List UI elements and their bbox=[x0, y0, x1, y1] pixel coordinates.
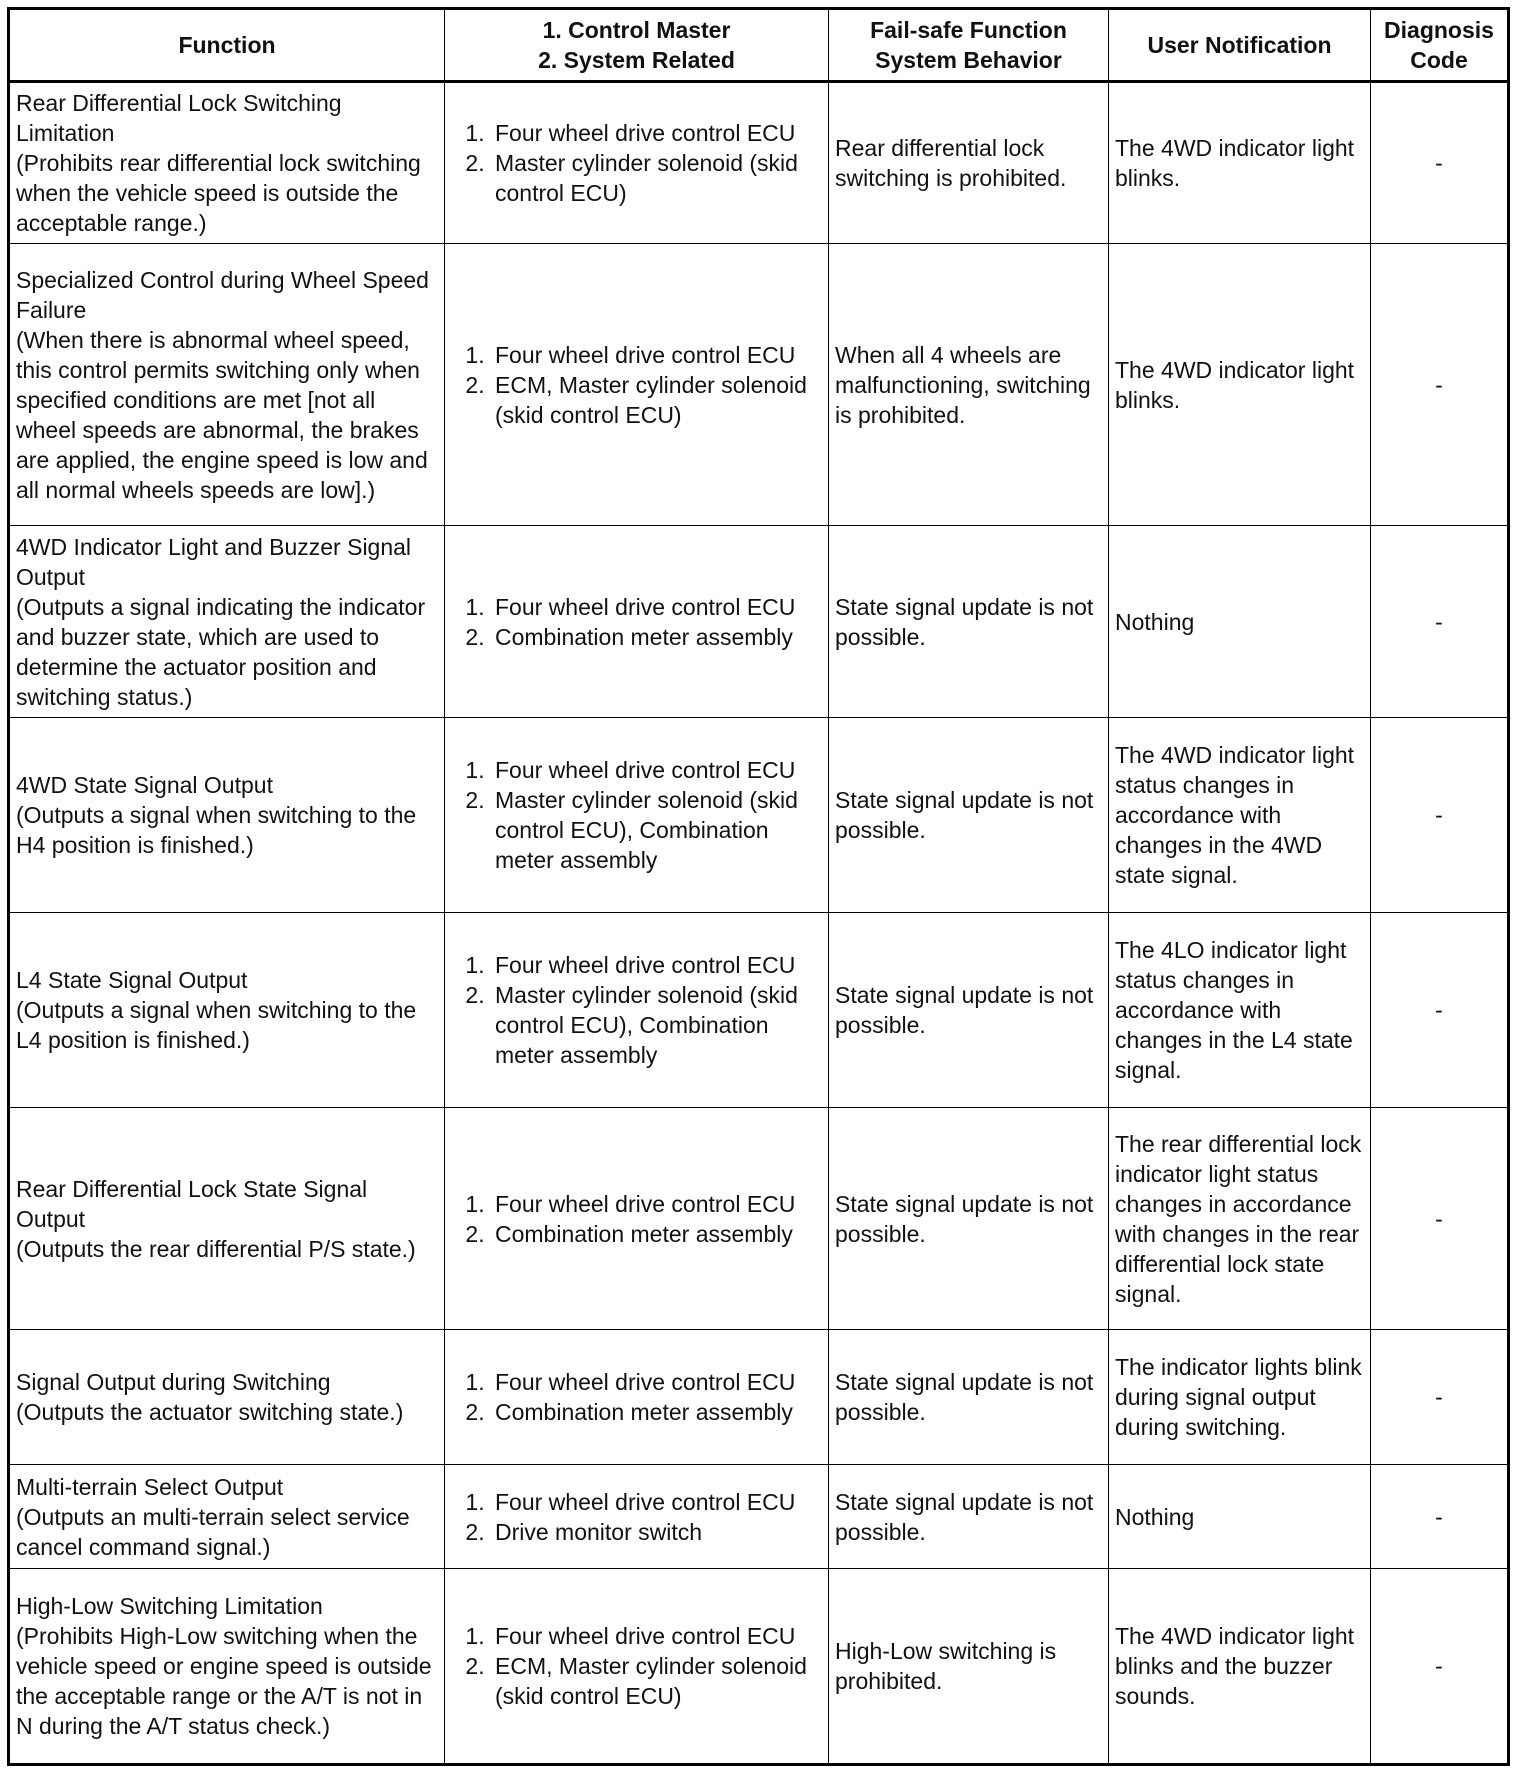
function-title: Rear Differential Lock Switching Limitation bbox=[16, 90, 342, 146]
failsafe-cell: State signal update is not possible. bbox=[829, 1330, 1109, 1465]
control-master-item: 1. Four wheel drive control ECU bbox=[491, 1367, 822, 1397]
table-row bbox=[9, 1569, 1509, 1765]
notification-cell: Nothing bbox=[1109, 1465, 1371, 1569]
diagnosis-code-cell: - bbox=[1371, 244, 1509, 526]
control-master-item: 1. Four wheel drive control ECU bbox=[491, 592, 822, 622]
control-master-cell bbox=[445, 1108, 829, 1330]
function-cell bbox=[9, 244, 445, 526]
function-cell bbox=[9, 526, 445, 718]
table-body bbox=[9, 82, 1509, 1765]
header-row bbox=[9, 9, 1509, 82]
related-systems-list bbox=[451, 1487, 822, 1547]
failsafe-cell: High-Low switching is prohibited. bbox=[829, 1569, 1109, 1765]
control-master-item: 1. Four wheel drive control ECU bbox=[491, 1189, 822, 1219]
function-title: Rear Differential Lock State Signal Output bbox=[16, 1175, 368, 1232]
header-control-master-line1: 1. Control Master bbox=[542, 17, 731, 43]
control-master-cell bbox=[445, 913, 829, 1108]
function-description: (Outputs a signal indicating the indicator and buzzer state, which are used to determine the actuator position and switching status.) bbox=[16, 593, 426, 710]
related-systems-list bbox=[451, 1189, 822, 1249]
fail-safe-function-table bbox=[7, 7, 1510, 1766]
control-master-item: 1. Four wheel drive control ECU bbox=[491, 1487, 822, 1517]
control-master-item: 1. Four wheel drive control ECU bbox=[491, 1621, 822, 1651]
header-failsafe bbox=[829, 9, 1109, 82]
notification-cell: The 4WD indicator light blinks. bbox=[1109, 244, 1371, 526]
control-master-item: 1. Four wheel drive control ECU bbox=[491, 340, 822, 370]
system-related-item: 2. Master cylinder solenoid (skid control ECU) bbox=[491, 148, 822, 208]
notification-cell: The 4WD indicator light blinks and the buzzer sounds. bbox=[1109, 1569, 1371, 1765]
function-title: Specialized Control during Wheel Speed Failure bbox=[16, 266, 429, 323]
related-systems-list bbox=[451, 592, 822, 652]
function-cell bbox=[9, 1108, 445, 1330]
function-title: Signal Output during Switching bbox=[16, 1369, 331, 1395]
diagnosis-code-cell: - bbox=[1371, 1108, 1509, 1330]
diagnosis-code-cell: - bbox=[1371, 913, 1509, 1108]
related-systems-list bbox=[451, 1621, 822, 1711]
function-description: (Outputs the rear differential P/S state.) bbox=[16, 1235, 416, 1262]
failsafe-cell: State signal update is not possible. bbox=[829, 526, 1109, 718]
header-failsafe-line1: Fail-safe Function bbox=[870, 17, 1067, 43]
function-title: L4 State Signal Output bbox=[16, 967, 248, 993]
table-row bbox=[9, 1108, 1509, 1330]
function-title: Multi-terrain Select Output bbox=[16, 1473, 284, 1500]
function-description: (Outputs the actuator switching state.) bbox=[16, 1399, 404, 1425]
function-description: (When there is abnormal wheel speed, this control permits switching only when specified conditions are met [not all wheel speeds are abnormal, the brakes are applied, the engine speed is low and all normal wheels speeds are low].) bbox=[16, 326, 428, 503]
control-master-cell bbox=[445, 244, 829, 526]
table-row bbox=[9, 913, 1509, 1108]
function-description: (Outputs a signal when switching to the H4 position is finished.) bbox=[16, 802, 417, 858]
diagnosis-code-cell: - bbox=[1371, 526, 1509, 718]
control-master-item: 1. Four wheel drive control ECU bbox=[491, 755, 822, 785]
function-title: High-Low Switching Limitation bbox=[16, 1593, 323, 1619]
header-control-master bbox=[445, 9, 829, 82]
related-systems-list bbox=[451, 340, 822, 430]
function-cell bbox=[9, 1465, 445, 1569]
notification-cell: The 4WD indicator light blinks. bbox=[1109, 82, 1371, 244]
system-related-item: 2. Combination meter assembly bbox=[491, 1219, 822, 1249]
header-diagnosis-line2: Code bbox=[1410, 47, 1468, 73]
system-related-item: 2. Master cylinder solenoid (skid control ECU), Combination meter assembly bbox=[491, 785, 822, 875]
function-description: (Outputs an multi-terrain select service cancel command signal.) bbox=[16, 1503, 410, 1560]
table-row bbox=[9, 244, 1509, 526]
function-description: (Outputs a signal when switching to the L4 position is finished.) bbox=[16, 997, 417, 1053]
function-description: (Prohibits High-Low switching when the vehicle speed or engine speed is outside the acceptable range or the A/T is not in N during the A/T status check.) bbox=[16, 1623, 432, 1739]
system-related-item: 2. Combination meter assembly bbox=[491, 1397, 822, 1427]
control-master-cell bbox=[445, 1465, 829, 1569]
table-row bbox=[9, 718, 1509, 913]
related-systems-list bbox=[451, 118, 822, 208]
function-title: 4WD Indicator Light and Buzzer Signal Output bbox=[16, 533, 412, 590]
system-related-item: 2. Master cylinder solenoid (skid control ECU), Combination meter assembly bbox=[491, 980, 822, 1070]
system-related-item: 2. ECM, Master cylinder solenoid (skid control ECU) bbox=[491, 1651, 822, 1711]
notification-cell: The indicator lights blink during signal output during switching. bbox=[1109, 1330, 1371, 1465]
diagnosis-code-cell: - bbox=[1371, 1330, 1509, 1465]
diagnosis-code-cell: - bbox=[1371, 1465, 1509, 1569]
header-diagnosis-line1: Diagnosis bbox=[1384, 17, 1494, 43]
control-master-cell bbox=[445, 1330, 829, 1465]
system-related-item: 2. Drive monitor switch bbox=[491, 1517, 822, 1547]
failsafe-cell: State signal update is not possible. bbox=[829, 1465, 1109, 1569]
notification-cell: The 4LO indicator light status changes in accordance with changes in the L4 state signal. bbox=[1109, 913, 1371, 1108]
header-function: Function bbox=[9, 9, 445, 82]
control-master-cell bbox=[445, 526, 829, 718]
related-systems-list bbox=[451, 1367, 822, 1427]
header-diagnosis-code bbox=[1371, 9, 1509, 82]
table-row bbox=[9, 82, 1509, 244]
header-system-related-line2: 2. System Related bbox=[538, 47, 735, 73]
table-row bbox=[9, 526, 1509, 718]
failsafe-cell: When all 4 wheels are malfunctioning, switching is prohibited. bbox=[829, 244, 1109, 526]
diagnosis-code-cell: - bbox=[1371, 82, 1509, 244]
table-row bbox=[9, 1330, 1509, 1465]
failsafe-cell: State signal update is not possible. bbox=[829, 1108, 1109, 1330]
table-header bbox=[9, 9, 1509, 82]
function-cell bbox=[9, 913, 445, 1108]
table-row bbox=[9, 1465, 1509, 1569]
failsafe-cell: Rear differential lock switching is prohibited. bbox=[829, 82, 1109, 244]
function-cell bbox=[9, 1569, 445, 1765]
related-systems-list bbox=[451, 755, 822, 875]
control-master-cell bbox=[445, 718, 829, 913]
function-cell bbox=[9, 718, 445, 913]
system-related-item: 2. Combination meter assembly bbox=[491, 622, 822, 652]
related-systems-list bbox=[451, 950, 822, 1070]
control-master-item: 1. Four wheel drive control ECU bbox=[491, 950, 822, 980]
system-related-item: 2. ECM, Master cylinder solenoid (skid control ECU) bbox=[491, 370, 822, 430]
control-master-item: 1. Four wheel drive control ECU bbox=[491, 118, 822, 148]
function-cell bbox=[9, 1330, 445, 1465]
header-user-notification: User Notification bbox=[1109, 9, 1371, 82]
notification-cell: The rear differential lock indicator light status changes in accordance with changes in the rear differential lock state signal. bbox=[1109, 1108, 1371, 1330]
failsafe-cell: State signal update is not possible. bbox=[829, 913, 1109, 1108]
header-failsafe-line2: System Behavior bbox=[875, 47, 1062, 73]
function-title: 4WD State Signal Output bbox=[16, 772, 273, 798]
failsafe-cell: State signal update is not possible. bbox=[829, 718, 1109, 913]
diagnosis-code-cell: - bbox=[1371, 718, 1509, 913]
function-description: (Prohibits rear differential lock switching when the vehicle speed is outside the acceptable range.) bbox=[16, 150, 421, 236]
notification-cell: The 4WD indicator light status changes in accordance with changes in the 4WD state signal. bbox=[1109, 718, 1371, 913]
control-master-cell bbox=[445, 1569, 829, 1765]
notification-cell: Nothing bbox=[1109, 526, 1371, 718]
diagnosis-code-cell: - bbox=[1371, 1569, 1509, 1765]
function-cell bbox=[9, 82, 445, 244]
control-master-cell bbox=[445, 82, 829, 244]
